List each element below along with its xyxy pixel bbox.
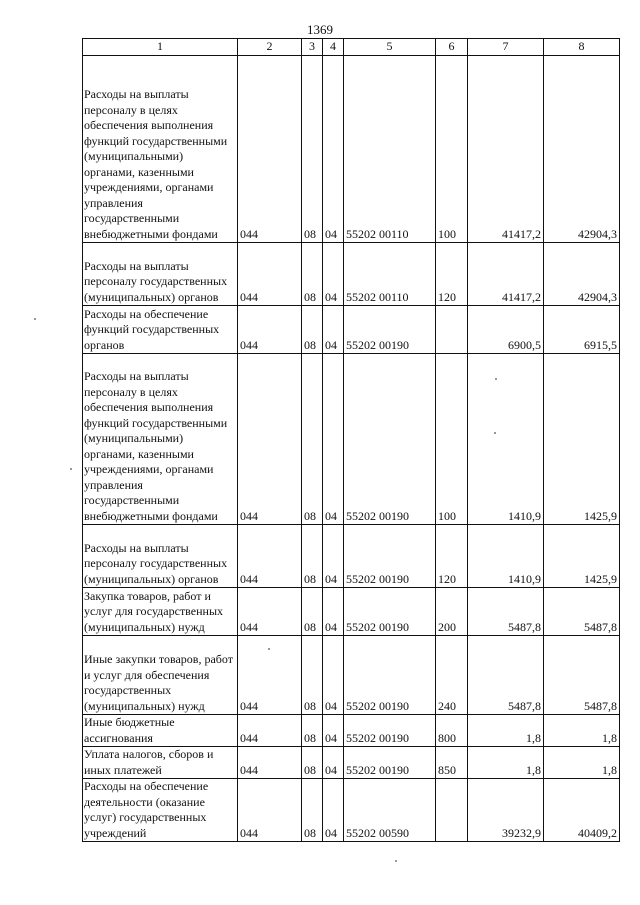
row-name: Расходы на выплаты персоналу государственных (муниципальных) органов <box>83 525 238 588</box>
row-subsection: 04 <box>323 636 344 715</box>
table-row <box>83 243 620 306</box>
row-sum-year1: 41417,2 <box>468 56 544 243</box>
row-sum-year2: 6915,5 <box>544 306 620 354</box>
row-target-article: 55202 00190 <box>344 525 436 588</box>
row-name: Иные закупки товаров, работ и услуг для обеспечения государственных (муниципальных) нужд <box>83 636 238 715</box>
row-sum-year2: 1425,9 <box>544 525 620 588</box>
budget-table <box>82 38 620 842</box>
scan-speck <box>395 860 397 862</box>
row-admin-code: 044 <box>238 636 302 715</box>
row-target-article: 55202 00190 <box>344 636 436 715</box>
row-target-article: 55202 00190 <box>344 747 436 779</box>
row-sum-year2: 1,8 <box>544 747 620 779</box>
row-sum-year1: 1410,9 <box>468 525 544 588</box>
page-number: 1369 <box>307 22 333 37</box>
row-expense-type <box>436 779 468 842</box>
row-section: 08 <box>302 747 323 779</box>
table-row <box>83 306 620 354</box>
row-name: Расходы на выплаты персоналу в целях обеспечения выполнения функций государственными (муниципальными) органами, казенными учреждениями, органами управления государственными внебюджетными фондами <box>83 56 238 243</box>
table-row <box>83 715 620 747</box>
row-sum-year1: 5487,8 <box>468 636 544 715</box>
table-row <box>83 779 620 842</box>
row-sum-year1: 1,8 <box>468 715 544 747</box>
row-expense-type: 100 <box>436 354 468 525</box>
scan-speck <box>495 378 497 380</box>
header-cell: 2 <box>238 39 302 56</box>
row-section: 08 <box>302 588 323 636</box>
row-name: Расходы на обеспечение деятельности (оказание услуг) государственных учреждений <box>83 779 238 842</box>
row-target-article: 55202 00190 <box>344 715 436 747</box>
row-name: Расходы на обеспечение функций государственных органов <box>83 306 238 354</box>
row-expense-type: 200 <box>436 588 468 636</box>
header-cell: 6 <box>436 39 468 56</box>
header-cell: 5 <box>344 39 436 56</box>
row-subsection: 04 <box>323 306 344 354</box>
row-expense-type: 800 <box>436 715 468 747</box>
row-subsection: 04 <box>323 243 344 306</box>
row-section: 08 <box>302 243 323 306</box>
row-sum-year2: 1,8 <box>544 715 620 747</box>
row-admin-code: 044 <box>238 747 302 779</box>
row-subsection: 04 <box>323 525 344 588</box>
scan-speck <box>268 648 270 650</box>
row-expense-type: 100 <box>436 56 468 243</box>
row-name: Закупка товаров, работ и услуг для государственных (муниципальных) нужд <box>83 588 238 636</box>
header-cell: 4 <box>323 39 344 56</box>
row-admin-code: 044 <box>238 354 302 525</box>
row-sum-year2: 1425,9 <box>544 354 620 525</box>
table-row <box>83 636 620 715</box>
table-row <box>83 354 620 525</box>
row-section: 08 <box>302 56 323 243</box>
row-sum-year2: 40409,2 <box>544 779 620 842</box>
row-target-article: 55202 00110 <box>344 56 436 243</box>
row-sum-year1: 5487,8 <box>468 588 544 636</box>
row-subsection: 04 <box>323 747 344 779</box>
row-sum-year1: 1,8 <box>468 747 544 779</box>
row-section: 08 <box>302 636 323 715</box>
header-cell: 7 <box>468 39 544 56</box>
scan-speck <box>70 468 72 470</box>
row-section: 08 <box>302 715 323 747</box>
row-target-article: 55202 00110 <box>344 243 436 306</box>
row-subsection: 04 <box>323 56 344 243</box>
table-row <box>83 56 620 243</box>
row-subsection: 04 <box>323 715 344 747</box>
row-name: Расходы на выплаты персоналу государственных (муниципальных) органов <box>83 243 238 306</box>
table-row <box>83 525 620 588</box>
row-subsection: 04 <box>323 354 344 525</box>
row-expense-type: 120 <box>436 243 468 306</box>
row-subsection: 04 <box>323 779 344 842</box>
row-expense-type <box>436 306 468 354</box>
row-expense-type: 120 <box>436 525 468 588</box>
row-admin-code: 044 <box>238 588 302 636</box>
row-admin-code: 044 <box>238 306 302 354</box>
row-sum-year2: 5487,8 <box>544 636 620 715</box>
row-expense-type: 240 <box>436 636 468 715</box>
scan-speck <box>494 432 496 434</box>
row-section: 08 <box>302 779 323 842</box>
row-name: Иные бюджетные ассигнования <box>83 715 238 747</box>
row-sum-year2: 42904,3 <box>544 56 620 243</box>
row-admin-code: 044 <box>238 715 302 747</box>
row-sum-year1: 39232,9 <box>468 779 544 842</box>
scan-speck <box>34 318 36 320</box>
table-row <box>83 747 620 779</box>
header-cell: 8 <box>544 39 620 56</box>
row-sum-year2: 42904,3 <box>544 243 620 306</box>
row-sum-year1: 41417,2 <box>468 243 544 306</box>
row-admin-code: 044 <box>238 525 302 588</box>
row-target-article: 55202 00190 <box>344 354 436 525</box>
row-section: 08 <box>302 306 323 354</box>
row-target-article: 55202 00190 <box>344 588 436 636</box>
header-cell: 1 <box>83 39 238 56</box>
row-expense-type: 850 <box>436 747 468 779</box>
row-section: 08 <box>302 525 323 588</box>
row-admin-code: 044 <box>238 243 302 306</box>
table-header-row <box>83 39 620 56</box>
row-section: 08 <box>302 354 323 525</box>
row-sum-year1: 1410,9 <box>468 354 544 525</box>
row-target-article: 55202 00190 <box>344 306 436 354</box>
row-name: Уплата налогов, сборов и иных платежей <box>83 747 238 779</box>
table-row <box>83 588 620 636</box>
header-cell: 3 <box>302 39 323 56</box>
row-subsection: 04 <box>323 588 344 636</box>
row-admin-code: 044 <box>238 779 302 842</box>
row-target-article: 55202 00590 <box>344 779 436 842</box>
row-name: Расходы на выплаты персоналу в целях обеспечения выполнения функций государственными (муниципальными) органами, казенными учреждениями, органами управления государственными внебюджетными фондами <box>83 354 238 525</box>
row-sum-year2: 5487,8 <box>544 588 620 636</box>
row-admin-code: 044 <box>238 56 302 243</box>
row-sum-year1: 6900,5 <box>468 306 544 354</box>
